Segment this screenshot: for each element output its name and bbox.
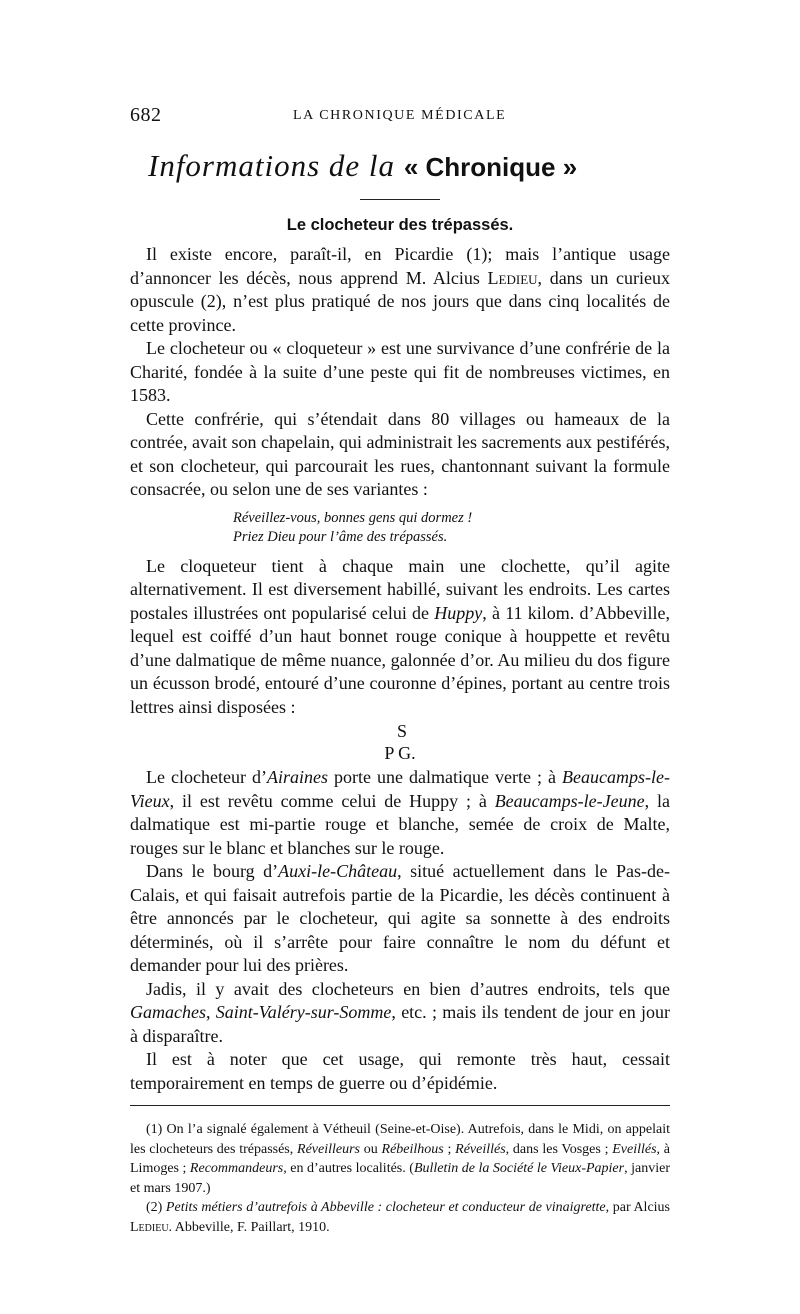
paragraph-5-text-b: porte une dalmatique verte ; à <box>327 767 563 787</box>
term-eveilles: Eveillés <box>612 1141 657 1157</box>
footnote-1 <box>130 1120 670 1198</box>
page-number: 682 <box>130 104 162 126</box>
place-huppy: Huppy <box>434 602 483 623</box>
journal-title: LA CHRONIQUE MÉDICALE <box>293 108 507 123</box>
paragraph-8: Il est à noter que cet usage, qui remonte très haut, cessait temporairement en temps de guerre ou d’épidémie. <box>130 1049 670 1093</box>
escutcheon-letters <box>130 720 670 764</box>
paragraph-4 <box>130 555 670 720</box>
paragraph-7-separator: , <box>205 1002 216 1022</box>
term-reveilles: Réveillés <box>455 1141 506 1157</box>
article-body <box>130 243 670 1095</box>
paragraph-4-text-b: , à 11 kilom. d’Abbeville, lequel est coiffé d’un haut bonnet rouge conique à houppette et revêtu d’une dalmatique de même nuance, galonnée d’or. Au milieu du dos figure un écusson brodé, entouré d’une couronne d’épines, portant au centre trois lettres ainsi disposées : <box>130 602 670 717</box>
term-reveilleurs: Réveilleurs <box>297 1141 360 1157</box>
paragraph-7-text-b: , etc. ; mais ils tendent de jour en jour à disparaître. <box>130 1002 670 1046</box>
title-rule <box>360 199 440 200</box>
letters-bottom: P G. <box>384 743 416 763</box>
paragraph-3: Cette confrérie, qui s’étendait dans 80 villages ou hameaux de la contrée, avait son chapelain, qui administrait les sacrements aux pestiférés, et son clocheteur, qui parcourait les rues, chantonnant suivant la formule consacrée, ou selon une de ses variantes : <box>130 408 670 499</box>
place-beaucamps-le-jeune: Beaucamps-le-Jeune <box>494 790 645 811</box>
paragraph-2: Le clocheteur ou « cloqueteur » est une survivance d’une confrérie de la Charité, fondée à la suite d’une peste qui fit de nombreuses victimes, en 1583. <box>130 338 670 405</box>
place-gamaches: Gamaches <box>130 1002 206 1022</box>
article-title: Le clocheteur des trépassés. <box>286 216 514 234</box>
running-head <box>130 100 670 130</box>
verse-line-1: Réveillez-vous, bonnes gens qui dormez ! <box>233 509 473 526</box>
author-name: Ledieu <box>487 267 538 288</box>
footnote-1-separator: ; <box>443 1141 456 1157</box>
paragraph-7 <box>130 978 670 1049</box>
footnote-2-text-c: . Abbeville, F. Paillart, 1910. <box>168 1219 330 1235</box>
paragraph-5-text-d: , la dalmatique est mi-partie rouge et blanche, semée de croix de Malte, rouges sur le blanc et blanches sur le rouge. <box>130 790 670 858</box>
section-title <box>148 148 670 184</box>
section-title-script: Informations de la <box>148 148 404 183</box>
place-beaucamps-le-vieux: Beaucamps-le-Vieux <box>130 767 670 811</box>
paragraph-6-text-a: Dans le bourg d’ <box>146 861 279 881</box>
footnote-1-text-a: (1) On l’a signalé également à Vétheuil (Seine-et-Oise). Autrefois, dans le Midi, on appelait les clocheteurs des trépassés, <box>130 1122 670 1157</box>
bulletin-title: Bulletin de la Société le Vieux-Papier <box>413 1161 625 1176</box>
footnote-1-text-e: , janvier et mars 1907.) <box>130 1161 670 1196</box>
verse-line-2: Priez Dieu pour l’âme des trépassés. <box>233 528 448 545</box>
footnote-2-text-b: , par Alcius <box>605 1200 670 1215</box>
footnote-1-ou: ou <box>360 1141 382 1157</box>
footnote-2-marker: (2) <box>146 1200 166 1215</box>
footnote-1-text-d: , en d’autres localités. ( <box>283 1161 414 1176</box>
footnote-1-text-c: , à Limoges ; <box>130 1141 670 1176</box>
term-rebeilhous: Rébeilhous <box>381 1141 444 1157</box>
place-saint-valery: Saint-Valéry-sur-Somme <box>215 1002 392 1022</box>
booklet-title: Petits métiers d’autrefois à Abbeville : clocheteur et conducteur de vinaigrette <box>165 1200 606 1215</box>
paragraph-5-text-a: Le clocheteur d’ <box>146 767 267 787</box>
footnotes <box>130 1120 670 1237</box>
verse-quote <box>233 509 670 547</box>
paragraph-1-text-b: , dans un curieux opuscule (2), n’est plus pratiqué de nos jours que dans cinq localités de cette province. <box>130 267 670 335</box>
paragraph-7-text-a: Jadis, il y avait des clocheteurs en bien d’autres endroits, tels que <box>146 978 670 999</box>
paragraph-5 <box>130 766 670 860</box>
footnotes-rule <box>130 1105 670 1106</box>
footnote-2 <box>130 1198 670 1237</box>
paragraph-5-text-c: , il est revêtu comme celui de Huppy ; à <box>169 790 495 811</box>
footnote-1-text-b: , dans les Vosges ; <box>505 1141 613 1157</box>
place-airaines: Airaines <box>266 767 328 787</box>
letter-top: S <box>396 721 407 741</box>
term-recommandeurs: Recommandeurs <box>189 1161 284 1176</box>
place-auxi-le-chateau: Auxi-le-Château <box>278 861 398 881</box>
paragraph-6-text-b: , situé actuellement dans le Pas-de-Calais, et qui faisait autrefois partie de la Picardie, les décès continuent à être annoncés par le clocheteur, qui agite sa sonnette à des endroits déterminés, où il s’arrête pour faire connaître le nom du défunt et demander pour lui des prières. <box>130 861 670 975</box>
paragraph-1 <box>130 243 670 337</box>
section-title-chronique: « Chronique » <box>403 152 578 182</box>
page <box>130 100 670 1237</box>
paragraph-4-text-a: Le cloqueteur tient à chaque main une clochette, qu’il agite alternativement. Il est diversement habillé, suivant les endroits. Les cartes postales illustrées ont popularisé celui de <box>130 555 670 623</box>
footnote-2-author: Ledieu <box>130 1219 169 1235</box>
paragraph-1-text-a: Il existe encore, paraît-il, en Picardie (1); mais l’antique usage d’annoncer les décès, nous apprend M. Alcius <box>130 244 670 288</box>
paragraph-6 <box>130 860 670 978</box>
